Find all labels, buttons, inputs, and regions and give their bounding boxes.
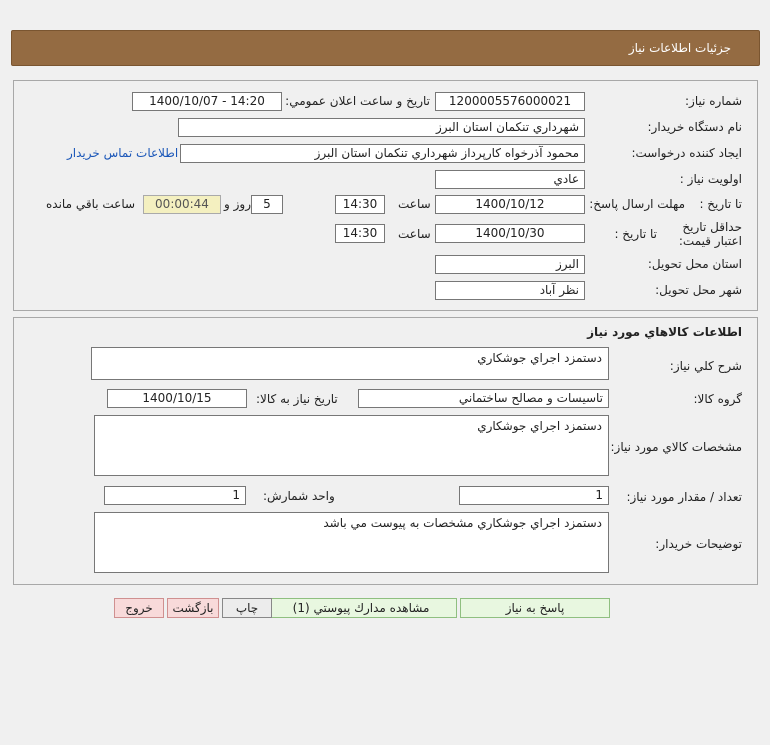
group-field: تاسيسات و مصالح ساختماني — [358, 389, 609, 408]
summary-field: دستمزد اجراي جوشكاري — [91, 347, 609, 380]
deadline-time-field: 14:30 — [335, 195, 385, 214]
validity-time-field: 14:30 — [335, 224, 385, 243]
countdown-field: 00:00:44 — [143, 195, 221, 214]
buyer-contact-link[interactable]: اطلاعات تماس خريدار — [67, 146, 179, 160]
back-button[interactable]: بازگشت — [167, 598, 219, 618]
specs-label: مشخصات كالاي مورد نياز: — [610, 440, 742, 454]
remaining-label: ساعت باقي مانده — [46, 197, 136, 211]
exit-button[interactable]: خروج — [114, 598, 164, 618]
print-button[interactable]: چاپ — [222, 598, 272, 618]
city-field: نظر آباد — [435, 281, 585, 300]
notes-label: توضيحات خريدار: — [655, 537, 742, 551]
need-date-field: 1400/10/15 — [107, 389, 247, 408]
deadline-to-date-label: تا تاريخ : — [699, 197, 742, 211]
days-field: 5 — [251, 195, 283, 214]
page-header — [11, 30, 760, 66]
deadline-time-label: ساعت — [398, 197, 431, 211]
summary-label: شرح كلي نياز: — [669, 359, 742, 373]
qty-field: 1 — [459, 486, 609, 505]
priority-field: عادي — [435, 170, 585, 189]
need-date-label: تاريخ نياز به كالا: — [256, 392, 338, 406]
days-label: روز و — [224, 197, 251, 211]
need-info-panel — [13, 80, 758, 311]
notes-field: دستمزد اجراي جوشكاري مشخصات به پيوست مي باشد — [94, 512, 609, 573]
need-number-field: 1200005576000021 — [435, 92, 585, 111]
buyer-label: نام دستگاه خريدار: — [647, 120, 742, 134]
group-label: گروه كالا: — [693, 392, 742, 406]
page-title: جزئيات اطلاعات نياز — [628, 41, 731, 55]
specs-field: دستمزد اجراي جوشكاري — [94, 415, 609, 476]
validity-date-field: 1400/10/30 — [435, 224, 585, 243]
unit-label: واحد شمارش: — [263, 489, 335, 503]
buyer-field: شهرداري تنكمان استان البرز — [178, 118, 585, 137]
province-field: البرز — [435, 255, 585, 274]
deadline-label: مهلت ارسال پاسخ: — [589, 197, 685, 211]
goods-section-title: اطلاعات كالاهاي مورد نياز — [587, 325, 742, 339]
announce-date-field: 1400/10/07 - 14:20 — [132, 92, 282, 111]
creator-label: ايجاد كننده درخواست: — [631, 146, 742, 160]
validity-time-label: ساعت — [398, 227, 431, 241]
deadline-date-field: 1400/10/12 — [435, 195, 585, 214]
validity-to-date-label: تا تاريخ : — [614, 227, 657, 241]
city-label: شهر محل تحويل: — [655, 283, 742, 297]
province-label: استان محل تحويل: — [647, 257, 742, 271]
unit-field: 1 — [104, 486, 246, 505]
reply-button[interactable]: پاسخ به نياز — [460, 598, 610, 618]
announce-label: تاريخ و ساعت اعلان عمومي: — [285, 94, 430, 108]
priority-label: اولويت نياز : — [679, 172, 742, 186]
validity-label: حداقل تاريخ اعتبار قيمت: — [678, 220, 742, 248]
creator-field: محمود آذرخواه كارپرداز شهرداري تنكمان استان البرز — [180, 144, 585, 163]
qty-label: تعداد / مقدار مورد نياز: — [626, 490, 742, 504]
need-number-label: شماره نياز: — [685, 94, 742, 108]
attachments-button[interactable]: مشاهده مدارك پيوستي (1) — [265, 598, 457, 618]
